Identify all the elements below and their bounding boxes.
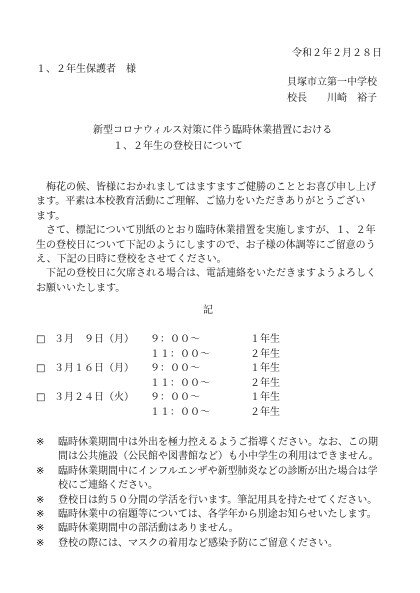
schedule-row <box>36 393 376 408</box>
body-text <box>36 183 386 298</box>
note-line: 間は公共施設（公民館や図書館など）も小中学生の利用はできません。 <box>58 451 379 463</box>
note-item <box>36 539 386 553</box>
schedule-date: ３月２４日（火） <box>54 392 134 404</box>
note-line: 臨時休業期間中にインフルエンザや新型肺炎などの診断が出た場合は学 <box>58 465 378 477</box>
schedule-grade: １年生 <box>250 392 280 404</box>
note-item <box>36 438 386 467</box>
document-title-line-1: 新型コロナウィルス対策に伴う臨時休業措置における <box>93 125 333 136</box>
schedule-grade: ２年生 <box>250 348 280 360</box>
recipient: １、２年生保護者 様 <box>36 64 136 75</box>
reference-mark-icon: ※ <box>36 494 45 506</box>
schedule-time: １１：００～ <box>150 348 210 360</box>
reference-mark-icon: ※ <box>36 465 45 477</box>
schedule-list <box>36 335 376 423</box>
schedule-row <box>36 350 376 365</box>
issuer-school: 貝塚市立第一中学校 <box>287 77 377 88</box>
schedule-date: ３月 ９日（月） <box>54 334 134 345</box>
note-line: 臨時休業期間中は外出を極力控えるようご指導ください。なお、この期 <box>58 437 378 448</box>
body-line: ます。 <box>36 210 66 222</box>
issuer-principal: 校長 川崎 裕子 <box>287 93 377 104</box>
note-line: 校にご連絡ください。 <box>58 480 158 492</box>
reference-mark-icon: ※ <box>36 508 45 520</box>
schedule-grade: ２年生 <box>250 377 280 389</box>
notes-list <box>36 438 386 553</box>
schedule-row <box>36 408 376 423</box>
schedule-time: １１：００～ <box>150 377 210 389</box>
note-line: 登校日は約５０分間の学活を行います。筆記用具を持たせてください。 <box>58 494 378 506</box>
schedule-row <box>36 364 376 379</box>
checkbox-icon: □ <box>36 334 46 345</box>
body-line: え、下記の日時に登校をさせてください。 <box>36 253 227 265</box>
schedule-time: ９：００～ <box>150 334 200 345</box>
reference-mark-icon: ※ <box>36 537 45 549</box>
schedule-grade: １年生 <box>250 363 280 375</box>
note-line: 臨時休業期間中の部活動はありません。 <box>58 523 239 535</box>
body-line: ます。平素は本校教育活動にご理解、ご協力をいただきありがとうござい <box>36 196 366 208</box>
body-line: さて、標記について別紙のとおり臨時休業措置を実施しますが、１、２年 <box>36 225 376 237</box>
reference-mark-icon: ※ <box>36 437 45 448</box>
document-date: 令和２年２月２８日 <box>292 48 382 59</box>
note-item <box>36 467 386 496</box>
note-item <box>36 524 386 538</box>
body-line: お願いいたします。 <box>36 282 126 294</box>
schedule-grade: ２年生 <box>250 406 280 418</box>
body-line: 生の登校日について下記のようにしますので、お子様の体調等にご留意のう <box>36 239 376 251</box>
schedule-time: ９：００～ <box>150 363 200 375</box>
schedule-row <box>36 335 376 350</box>
note-line: 登校の際には、マスクの着用など感染予防にご留意ください。 <box>58 537 338 549</box>
checkbox-icon: □ <box>36 363 46 375</box>
schedule-time: ９：００～ <box>150 392 200 404</box>
note-item <box>36 496 386 510</box>
schedule-grade: １年生 <box>250 334 280 345</box>
schedule-time: １１：００～ <box>150 406 210 418</box>
body-line: 梅花の候、皆様におかれましてはますますご健勝のこととお喜び申し上げ <box>36 182 376 193</box>
note-line: 臨時休業中の宿題等については、各学年から別途お知らせいたします。 <box>58 508 377 520</box>
checkbox-icon: □ <box>36 392 46 404</box>
document-title-line-2: １、２年生の登校日について <box>113 141 243 152</box>
ki-heading: 記 <box>203 305 213 316</box>
reference-mark-icon: ※ <box>36 523 45 535</box>
schedule-date: ３月１６日（月） <box>54 363 134 375</box>
body-line: 下記の登校日に欠席される場合は、電話連絡をいただきますようよろしく <box>36 268 376 280</box>
